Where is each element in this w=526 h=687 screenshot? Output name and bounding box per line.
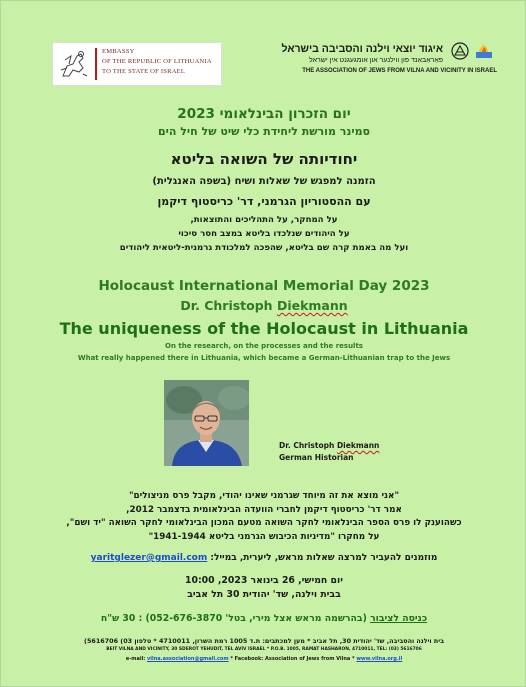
hebrew-topic-line-2: על היהודים שנלכדו בליטא במצב חסר סיכוי bbox=[178, 229, 350, 239]
photo-caption-role: German Historian bbox=[279, 453, 354, 462]
footer-facebook: * Facebook: Association of Jews from Vilna * bbox=[228, 656, 357, 662]
footer-contacts bbox=[1, 656, 526, 662]
hebrew-title: יום הזכרון הבינלאומי 2023 bbox=[177, 106, 351, 122]
association-english-block bbox=[237, 67, 497, 76]
english-speaker-surname: Diekmann bbox=[276, 298, 348, 313]
english-speaker-prefix: Dr. Christoph bbox=[180, 298, 277, 313]
association-emblem-icon bbox=[451, 42, 469, 60]
english-speaker bbox=[1, 298, 526, 313]
caption-name-surname: Diekmann bbox=[336, 441, 380, 450]
entry-label: כניסה לציבור bbox=[370, 613, 428, 624]
hebrew-subtitle: סמינר מורשת ליחידת כלי שיט של חיל הים bbox=[157, 125, 371, 138]
footer-website-link[interactable]: www.vilna.org.il bbox=[356, 656, 403, 662]
association-name-hebrew: איגוד יוצאי וילנה והסביבה בישראל bbox=[281, 43, 443, 55]
association-name-yiddish: פאַראַבאַנד פון ווילנער און אומגעגנט אין ישׂראל bbox=[309, 57, 443, 64]
entry-details: (בהרשמה מראש אצל מירי, בטל' 052-676-3870) : 30 ש"ח bbox=[100, 613, 371, 624]
quote-line-1: "אני מוצא את זה מיוחד שגרמני שאינו יהודי, מקבל פרס מניצולים" bbox=[128, 491, 400, 501]
association-header bbox=[253, 43, 443, 66]
questions-invite-text: מוזמנים להעביר למרצה שאלות מראש, ליערית, במייל: bbox=[210, 553, 438, 563]
organizer-email-link[interactable]: yaritglezer@gmail.com bbox=[90, 553, 208, 563]
event-location: בבית וילנה, שד' יהודית 30 תל אביב bbox=[187, 589, 341, 600]
hebrew-topic-line-1: על המחקר, על התהליכים והתוצאות, bbox=[190, 215, 338, 225]
english-subline-2: What really happened there in Lithuania, which became a German-Lithuanian trap to the Jews bbox=[77, 354, 451, 362]
photo-caption-name bbox=[279, 441, 379, 450]
lithuanian-coat-of-arms-icon bbox=[57, 46, 91, 80]
entry-info bbox=[1, 613, 526, 624]
english-title: Holocaust International Memorial Day 2023 bbox=[98, 278, 430, 294]
footer-hebrew-address: בית וילנה והסביבה, שד' יהודית 30, תל אביב * מען למכתבים: ת.ד 1005 רמת השרון, 4710011 * טלפון 03) 5616706) bbox=[84, 637, 444, 645]
footer-email-label: e-mail: bbox=[125, 656, 148, 662]
embassy-divider bbox=[95, 48, 97, 80]
embassy-line-2: OF THE REPUBLIC OF LITHUANIA bbox=[102, 58, 212, 65]
caption-name-prefix: Dr. Christoph bbox=[279, 441, 337, 450]
speaker-photo bbox=[164, 380, 249, 466]
hebrew-heading: יחודיותה של השואה בליטא bbox=[170, 150, 358, 168]
english-heading: The uniqueness of the Holocaust in Lithuania bbox=[59, 319, 469, 338]
quote-line-4: על מחקרו "מדיניות הכיבוש הגרמני בליטא 1941-1944" bbox=[148, 532, 380, 542]
english-subline-1: On the research, on the processes and the results bbox=[165, 342, 363, 350]
speaker-portrait-icon bbox=[164, 380, 249, 466]
flame-logo-icon bbox=[475, 43, 493, 59]
embassy-line-1: EMBASSY bbox=[102, 48, 135, 55]
footer-english-address: BEIT VILNA AND VICINITY, 30 SDEROT YEHUDIT, TEL AVIV ISRAEL * P.O.B. 1005, RAMAT HASHARON, 4710011, TEL: (03) 5616706 bbox=[106, 647, 422, 652]
embassy-logo bbox=[52, 42, 222, 86]
embassy-line-3: TO THE STATE OF ISRAEL bbox=[102, 68, 186, 75]
footer-email-link[interactable]: vilna.association@gmail.com bbox=[147, 656, 229, 662]
quote-line-3: כשהוענק לו פרס הספר הבינלאומי לחקר השואה מטעם המכון הבינלאומי לחקר השואה "יד ושם", bbox=[66, 518, 462, 528]
quote-line-2: אמר דר' כריסטוף דיקמן לחברי הוועדה הבינלאומית בדצמבר 2012, bbox=[126, 505, 402, 515]
association-name-english: THE ASSOCIATION OF JEWS FROM VILNA AND VICINITY IN ISRAEL bbox=[302, 68, 497, 74]
hebrew-topic-line-3: ועל מה באמת קרה שם בליטא, שהפכה למלכודת גרמנית-ליטאית ליהודים bbox=[119, 243, 409, 253]
embassy-name bbox=[102, 47, 212, 77]
hebrew-speaker-line: עם ההסטוריון הגרמני, דר' כריסטוף דיקמן bbox=[157, 195, 371, 208]
hebrew-invitation-line: הזמנה למפגש של שאלות ושיח (בשפה האנגלית) bbox=[152, 176, 376, 187]
event-date: יום חמישי, 26 בינואר 2023, 10:00 bbox=[185, 575, 343, 586]
questions-invite bbox=[1, 553, 526, 563]
